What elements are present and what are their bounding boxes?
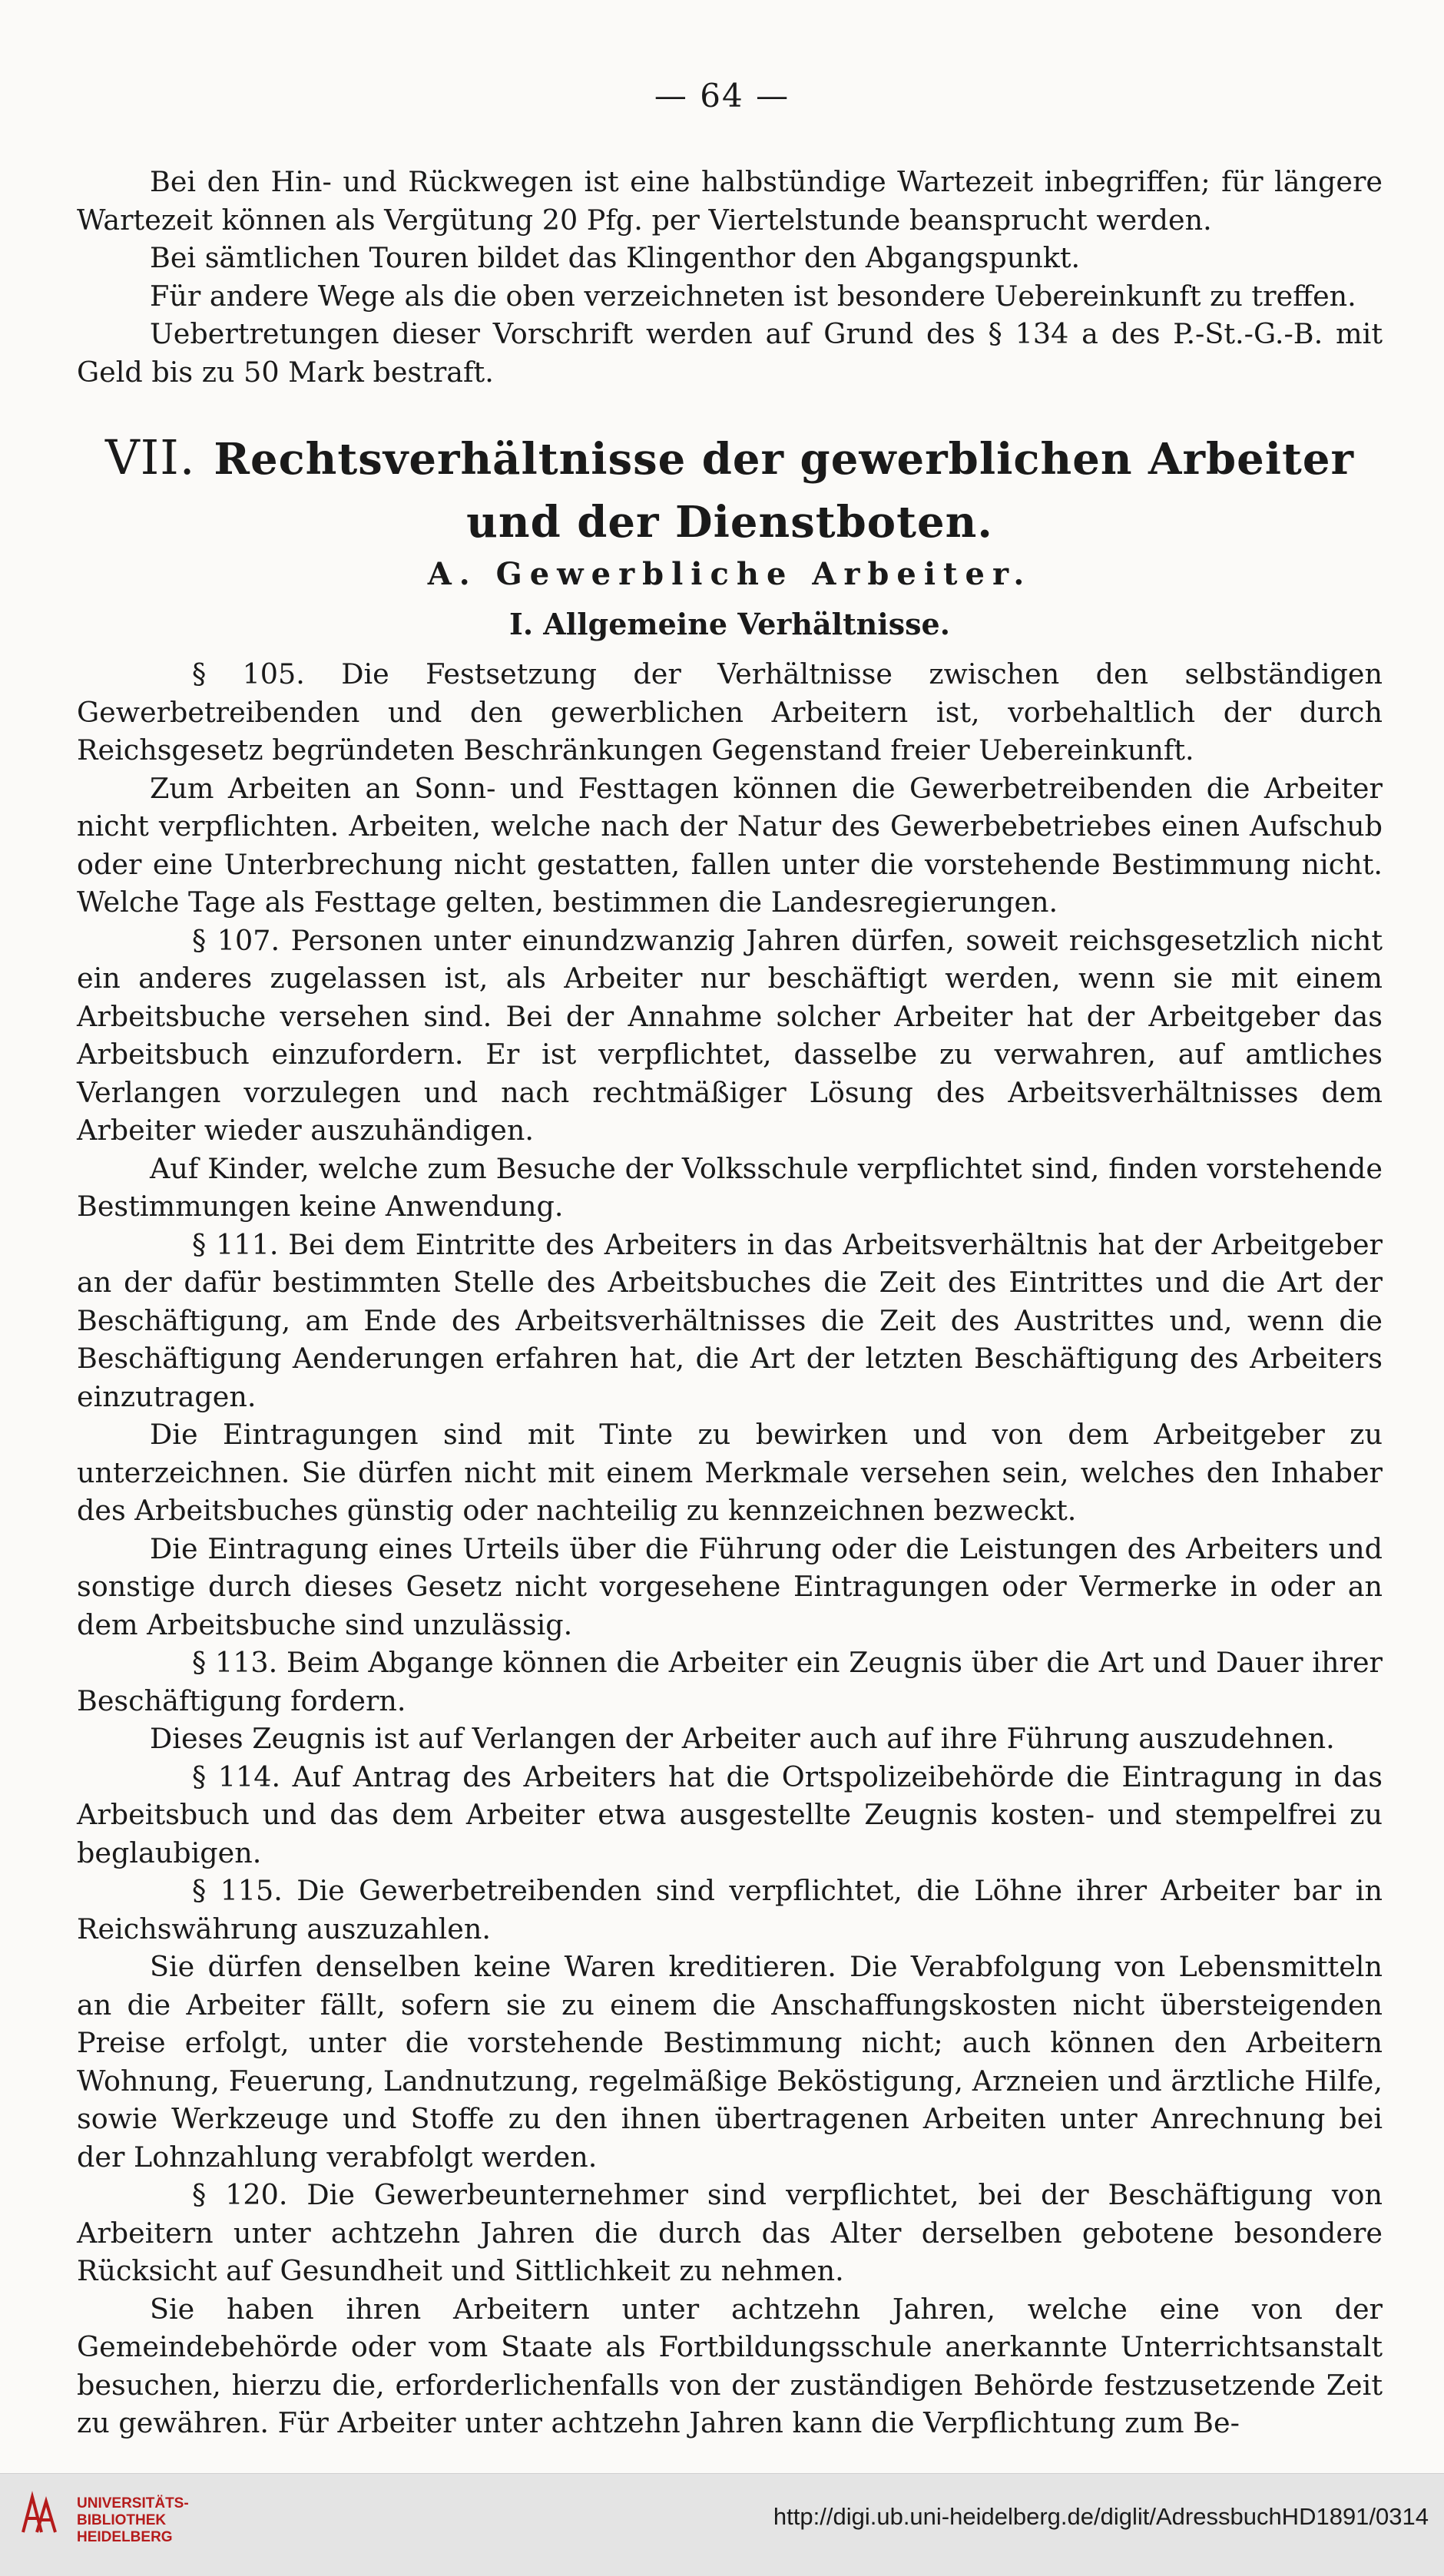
library-name-line: BIBLIOTHEK — [77, 2512, 167, 2528]
body-paragraph: Zum Arbeiten an Sonn- und Festtagen können die Gewerbetreibenden die Arbeiter nicht verpflichten. Arbeiten, welche nach der Natur des Gewerbebetriebes einen Aufschub oder eine Unterbrechung nicht gestatten, fallen unter die vorstehende Bestimmung nicht. Welche Tage als Festtage gelten, bestimmen die Landesregierungen. — [77, 771, 1383, 919]
library-name — [77, 2495, 189, 2546]
intro-paragraph: Für andere Wege als die oben verzeichneten ist besondere Uebereinkunft zu treffen. — [150, 279, 1356, 313]
body-paragraph: § 115. Die Gewerbetreibenden sind verpflichtet, die Löhne ihrer Arbeiter bar in Reichswährung auszuzahlen. — [77, 1874, 1383, 1945]
subsection-title: I. Allgemeine Verhältnisse. — [509, 607, 950, 641]
body-paragraph: § 114. Auf Antrag des Arbeiters hat die Ortspolizeibehörde die Eintragung in das Arbeitsbuch und das dem Arbeiter etwa ausgestellte Zeugnis kosten- und stempelfrei zu beglaubigen. — [77, 1760, 1383, 1869]
body-paragraph: § 120. Die Gewerbeunternehmer sind verpflichtet, bei der Beschäftigung von Arbeitern unter achtzehn Jahren die durch das Alter derselben gebotene besondere Rücksicht auf Gesundheit und Sittlichkeit zu nehmen. — [77, 2178, 1383, 2287]
page-number: — 64 — — [654, 77, 790, 114]
body-paragraph: § 111. Bei dem Eintritte des Arbeiters in das Arbeitsverhältnis hat der Arbeitgeber an der dafür bestimmten Stelle des Arbeitsbuches die Zeit des Eintrittes und die Art der Beschäftigung, am Ende des Arbeitsverhältnisses die Zeit des Austrittes und, wenn die Beschäftigung Aenderungen erfahren hat, die Art der letzten Beschäftigung des Arbeiters einzutragen. — [77, 1227, 1383, 1413]
chapter-title: Rechtsverhältnisse der gewerblichen Arbeiter und der Dienstboten. — [214, 434, 1355, 548]
university-logo-icon — [17, 2491, 65, 2538]
source-url-link[interactable]: http://digi.ub.uni-heidelberg.de/diglit/AdressbuchHD1891/0314 — [773, 2503, 1429, 2530]
body-paragraph: Die Eintragungen sind mit Tinte zu bewirken und von dem Arbeitgeber zu unterzeichnen. Sie dürfen nicht mit einem Merkmale versehen sein, welches den Inhaber des Arbeitsbuches günstig oder nachteilig zu kennzeichnen bezweckt. — [77, 1418, 1383, 1527]
intro-paragraph: Uebertretungen dieser Vorschrift werden auf Grund des § 134 a des P.-St.-G.-B. mit Geld bis zu 50 Mark bestraft. — [77, 317, 1383, 389]
body-paragraph: Dieses Zeugnis ist auf Verlangen der Arbeiter auch auf ihre Führung auszudehnen. — [150, 1722, 1335, 1755]
section-title: A. Gewerbliche Arbeiter. — [427, 556, 1032, 592]
body-paragraph: § 113. Beim Abgange können die Arbeiter ein Zeugnis über die Art und Dauer ihrer Beschäftigung fordern. — [77, 1646, 1383, 1717]
chapter-heading — [77, 426, 1383, 554]
library-name-line: UNIVERSITÄTS- — [77, 2495, 189, 2511]
body-paragraph: § 107. Personen unter einundzwanzig Jahren dürfen, soweit reichsgesetzlich nicht ein anderes zugelassen ist, als Arbeiter nur beschäftigt werden, wenn sie mit einem Arbeitsbuche versehen sind. Bei der Annahme solcher Arbeiter hat der Arbeitgeber das Arbeitsbuch einzufordern. Er ist verpflichtet, dasselbe zu verwahren, auf amtliches Verlangen vorzulegen und nach rechtmäßiger Lösung des Arbeitsverhältnisses dem Arbeiter wieder auszuhändigen. — [77, 923, 1383, 1147]
intro-paragraph: Bei sämtlichen Touren bildet das Klingenthor den Abgangspunkt. — [150, 241, 1081, 274]
body-paragraph: Sie haben ihren Arbeitern unter achtzehn Jahren, welche eine von der Gemeindebehörde oder vom Staate als Fortbildungsschule anerkannte Unterrichtsanstalt besuchen, hierzu die, erforderlichenfalls von der zuständigen Behörde festzusetzende Zeit zu gewähren. Für Arbeiter unter achtzehn Jahren kann die Verpflichtung zum Be- — [77, 2292, 1383, 2439]
chapter-number: VII. — [104, 429, 196, 485]
intro-text — [77, 163, 1383, 391]
body-paragraph: § 105. Die Festsetzung der Verhältnisse zwischen den selbständigen Gewerbetreibenden und den gewerblichen Arbeitern ist, vorbehaltlich der durch Reichsgesetz begründeten Beschränkungen Gegenstand freier Uebereinkunft. — [77, 657, 1383, 767]
footer-bar — [0, 2473, 1444, 2576]
body-paragraph: Die Eintragung eines Urteils über die Führung oder die Leistungen des Arbeiters und sonstige durch dieses Gesetz nicht vorgesehene Eintragungen oder Vermerke in oder an dem Arbeitsbuche sind unzulässig. — [77, 1531, 1383, 1641]
body-paragraph: Sie dürfen denselben keine Waren kreditieren. Die Verabfolgung von Lebensmitteln an die Arbeiter fällt, sofern sie zu einem die Anschaffungskosten nicht übersteigenden Preise erfolgt, unter die vorstehende Bestimmung nicht; auch können den Arbeitern Wohnung, Feuerung, Landnutzung, regelmäßige Beköstigung, Arzneien und ärztliche Hilfe, sowie Werkzeuge und Stoffe zu den ihnen übertragenen Arbeiten unter Anrechnung bei der Lohnzahlung verabfolgt werden. — [77, 1950, 1383, 2174]
body-paragraph: Auf Kinder, welche zum Besuche der Volksschule verpflichtet sind, finden vorstehende Bestimmungen keine Anwendung. — [77, 1151, 1383, 1223]
intro-paragraph: Bei den Hin- und Rückwegen ist eine halbstündige Wartezeit inbegriffen; für längere Wartezeit können als Vergütung 20 Pfg. per Viertelstunde beansprucht werden. — [77, 165, 1383, 237]
body-text — [77, 655, 1383, 2442]
library-name-line: HEIDELBERG — [77, 2529, 173, 2545]
